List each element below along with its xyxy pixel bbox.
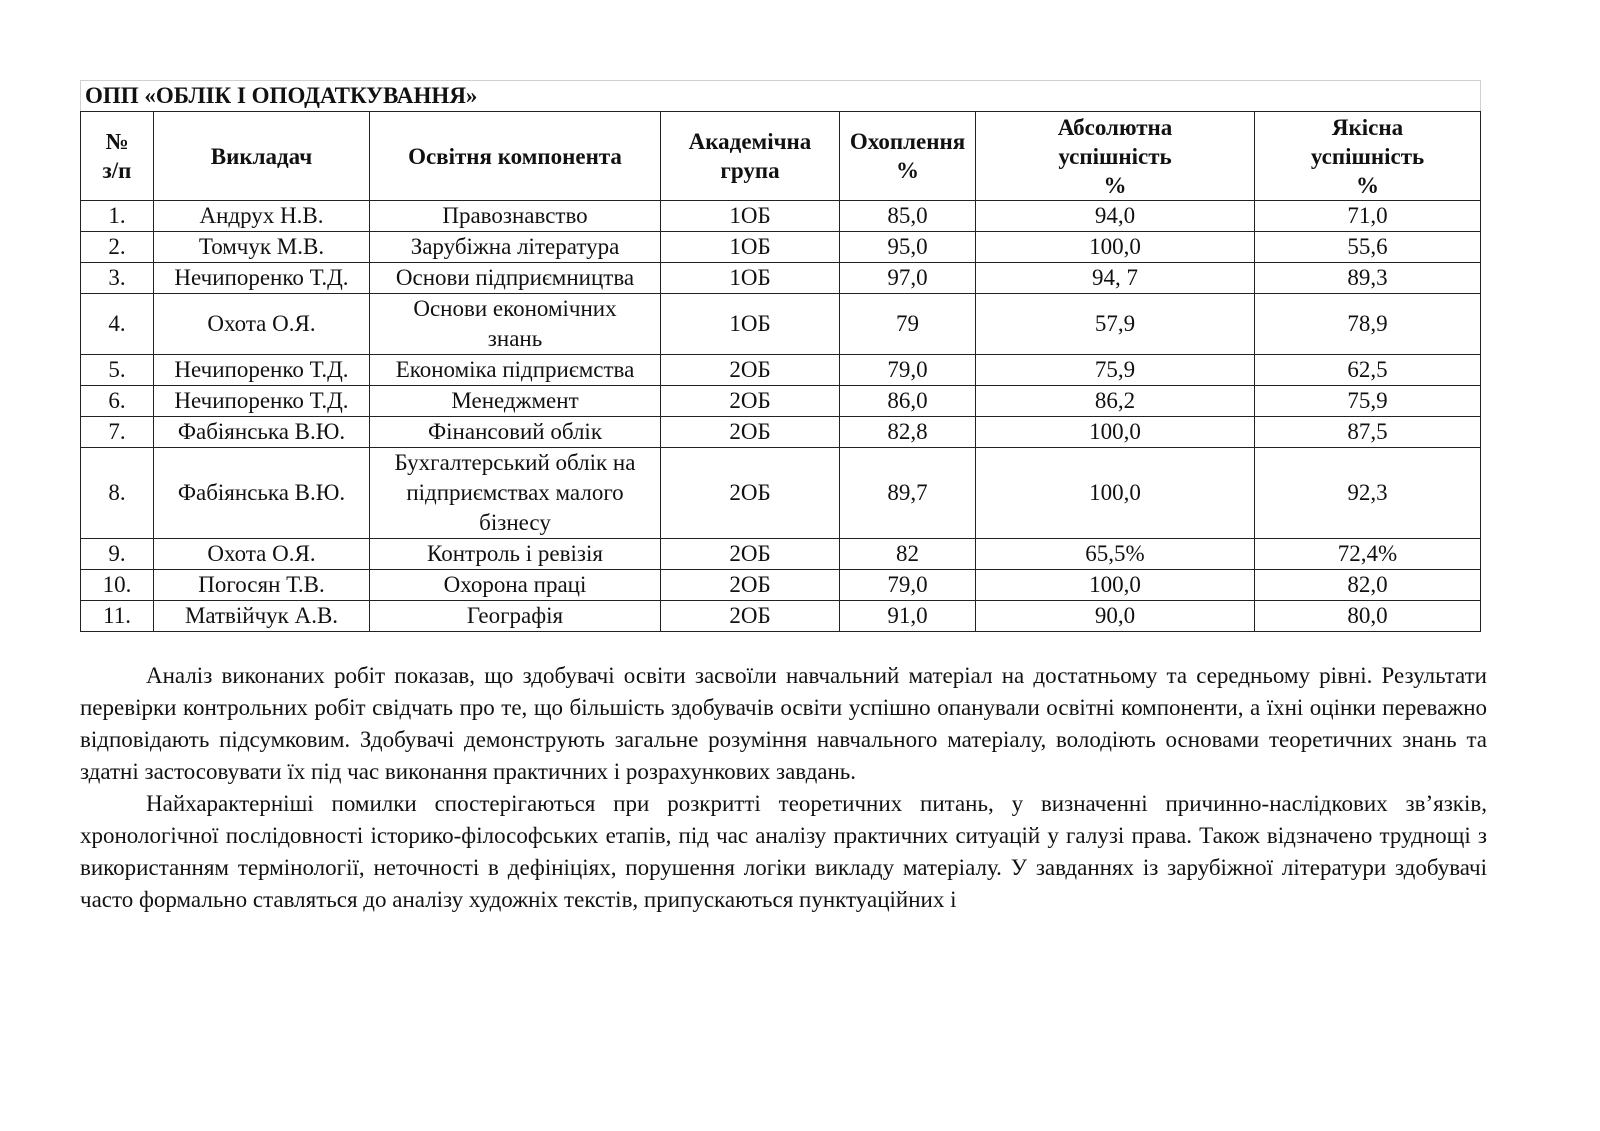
header-quality-line3: % bbox=[1356, 172, 1379, 198]
header-absolute bbox=[976, 112, 1255, 201]
cell-absolute: 100,0 bbox=[976, 417, 1255, 448]
header-teacher: Викладач bbox=[154, 112, 370, 201]
header-num bbox=[81, 112, 154, 201]
header-quality-line1: Якісна bbox=[1331, 114, 1404, 140]
cell-group: 2ОБ bbox=[661, 570, 840, 601]
cell-coverage: 79 bbox=[840, 294, 976, 355]
cell-num: 7. bbox=[81, 417, 154, 448]
cell-component: Економіка підприємства bbox=[370, 355, 661, 386]
cell-absolute: 65,5% bbox=[976, 539, 1255, 570]
cell-num: 6. bbox=[81, 386, 154, 417]
table-title: ОПП «ОБЛІК І ОПОДАТКУВАННЯ» bbox=[81, 81, 1481, 112]
header-quality-line2: успішність bbox=[1310, 143, 1425, 169]
cell-teacher: Нечипоренко Т.Д. bbox=[154, 355, 370, 386]
cell-quality: 75,9 bbox=[1255, 386, 1481, 417]
table-row bbox=[81, 201, 1481, 232]
cell-quality: 80,0 bbox=[1255, 601, 1481, 632]
cell-absolute: 57,9 bbox=[976, 294, 1255, 355]
cell-teacher: Андрух Н.В. bbox=[154, 201, 370, 232]
paragraph: Найхарактерніші помилки спостерігаються при розкритті теоретичних питань, у визначенні причинно-наслідкових зв’язків, хронологічної послідовності історико-філософських етапів, під час аналізу практичних ситуацій у галузі права. Також відзначено труднощі з використанням термінології, неточності в дефініціях, порушення логіки викладу матеріалу. У завданнях із зарубіжної літератури здобувачі часто формально ставляться до аналізу художніх текстів, припускаються пунктуаційних і bbox=[80, 791, 1487, 912]
cell-absolute: 100,0 bbox=[976, 570, 1255, 601]
cell-component: Бухгалтерський облік на підприємствах малого бізнесу bbox=[370, 448, 661, 539]
cell-num: 9. bbox=[81, 539, 154, 570]
cell-num: 8. bbox=[81, 448, 154, 539]
cell-num: 3. bbox=[81, 263, 154, 294]
results-table bbox=[80, 80, 1481, 632]
cell-coverage: 85,0 bbox=[840, 201, 976, 232]
header-quality bbox=[1255, 112, 1481, 201]
cell-teacher: Охота О.Я. bbox=[154, 539, 370, 570]
cell-quality: 71,0 bbox=[1255, 201, 1481, 232]
cell-quality: 92,3 bbox=[1255, 448, 1481, 539]
cell-teacher: Нечипоренко Т.Д. bbox=[154, 386, 370, 417]
cell-quality: 87,5 bbox=[1255, 417, 1481, 448]
cell-coverage: 86,0 bbox=[840, 386, 976, 417]
cell-coverage: 89,7 bbox=[840, 448, 976, 539]
cell-teacher: Погосян Т.В. bbox=[154, 570, 370, 601]
table-row bbox=[81, 263, 1481, 294]
cell-group: 1ОБ bbox=[661, 263, 840, 294]
table-row bbox=[81, 355, 1481, 386]
table-header-row bbox=[81, 112, 1481, 201]
cell-absolute: 86,2 bbox=[976, 386, 1255, 417]
document-page bbox=[80, 80, 1487, 916]
cell-component: Основи підприємництва bbox=[370, 263, 661, 294]
cell-quality: 89,3 bbox=[1255, 263, 1481, 294]
cell-num: 1. bbox=[81, 201, 154, 232]
header-absolute-line3: % bbox=[1103, 172, 1127, 198]
cell-coverage: 79,0 bbox=[840, 570, 976, 601]
cell-absolute: 100,0 bbox=[976, 448, 1255, 539]
table-row bbox=[81, 601, 1481, 632]
cell-component: Правознавство bbox=[370, 201, 661, 232]
cell-coverage: 82,8 bbox=[840, 417, 976, 448]
header-component: Освітня компонента bbox=[370, 112, 661, 201]
cell-component: Менеджмент bbox=[370, 386, 661, 417]
analysis-text bbox=[80, 660, 1487, 916]
cell-group: 1ОБ bbox=[661, 294, 840, 355]
table-title-row bbox=[81, 81, 1481, 112]
cell-group: 2ОБ bbox=[661, 539, 840, 570]
cell-teacher: Фабіянська В.Ю. bbox=[154, 448, 370, 539]
cell-coverage: 91,0 bbox=[840, 601, 976, 632]
cell-component: Фінансовий облік bbox=[370, 417, 661, 448]
cell-quality: 78,9 bbox=[1255, 294, 1481, 355]
cell-num: 5. bbox=[81, 355, 154, 386]
cell-coverage: 97,0 bbox=[840, 263, 976, 294]
cell-group: 2ОБ bbox=[661, 386, 840, 417]
table-row bbox=[81, 448, 1481, 539]
header-group-line1: Академічна bbox=[688, 129, 812, 154]
cell-teacher: Матвійчук А.В. bbox=[154, 601, 370, 632]
cell-group: 1ОБ bbox=[661, 201, 840, 232]
cell-num: 2. bbox=[81, 232, 154, 263]
cell-component: Охорона праці bbox=[370, 570, 661, 601]
cell-quality: 62,5 bbox=[1255, 355, 1481, 386]
cell-absolute: 75,9 bbox=[976, 355, 1255, 386]
cell-absolute: 94, 7 bbox=[976, 263, 1255, 294]
cell-coverage: 79,0 bbox=[840, 355, 976, 386]
paragraph: Аналіз виконаних робіт показав, що здобувачі освіти засвоїли навчальний матеріал на достатньому та середньому рівні. Результати перевірки контрольних робіт свідчать про те, що більшість здобувачів освіти успішно опанували освітні компоненти, а їхні оцінки переважно відповідають підсумковим. Здобувачі демонструють загальне розуміння навчального матеріалу, володіють основами теоретичних знань та здатні застосовувати їх під час виконання практичних і розрахункових завдань. bbox=[80, 663, 1487, 784]
header-coverage bbox=[840, 112, 976, 201]
table-row bbox=[81, 232, 1481, 263]
cell-component: Контроль і ревізія bbox=[370, 539, 661, 570]
cell-group: 2ОБ bbox=[661, 417, 840, 448]
header-num-line2: з/п bbox=[102, 158, 132, 183]
header-group-line2: група bbox=[720, 158, 780, 183]
cell-absolute: 94,0 bbox=[976, 201, 1255, 232]
cell-absolute: 100,0 bbox=[976, 232, 1255, 263]
header-absolute-line1: Абсолютна bbox=[1057, 114, 1173, 140]
cell-num: 11. bbox=[81, 601, 154, 632]
cell-component: Зарубіжна література bbox=[370, 232, 661, 263]
table-row bbox=[81, 294, 1481, 355]
cell-num: 4. bbox=[81, 294, 154, 355]
cell-group: 2ОБ bbox=[661, 448, 840, 539]
cell-component: Географія bbox=[370, 601, 661, 632]
table-row bbox=[81, 417, 1481, 448]
header-coverage-line1: Охоплення bbox=[849, 129, 966, 154]
table-row bbox=[81, 386, 1481, 417]
cell-num: 10. bbox=[81, 570, 154, 601]
header-group bbox=[661, 112, 840, 201]
cell-quality: 82,0 bbox=[1255, 570, 1481, 601]
cell-teacher: Нечипоренко Т.Д. bbox=[154, 263, 370, 294]
cell-teacher: Томчук М.В. bbox=[154, 232, 370, 263]
cell-coverage: 95,0 bbox=[840, 232, 976, 263]
cell-group: 2ОБ bbox=[661, 355, 840, 386]
header-absolute-line2: успішність bbox=[1058, 143, 1172, 169]
cell-quality: 55,6 bbox=[1255, 232, 1481, 263]
header-coverage-line2: % bbox=[896, 158, 919, 183]
cell-quality: 72,4% bbox=[1255, 539, 1481, 570]
cell-component: Основи економічних знань bbox=[370, 294, 661, 355]
table-row bbox=[81, 539, 1481, 570]
cell-group: 1ОБ bbox=[661, 232, 840, 263]
cell-group: 2ОБ bbox=[661, 601, 840, 632]
cell-teacher: Фабіянська В.Ю. bbox=[154, 417, 370, 448]
table-row bbox=[81, 570, 1481, 601]
cell-absolute: 90,0 bbox=[976, 601, 1255, 632]
cell-coverage: 82 bbox=[840, 539, 976, 570]
header-num-line1: № bbox=[105, 129, 129, 154]
cell-teacher: Охота О.Я. bbox=[154, 294, 370, 355]
